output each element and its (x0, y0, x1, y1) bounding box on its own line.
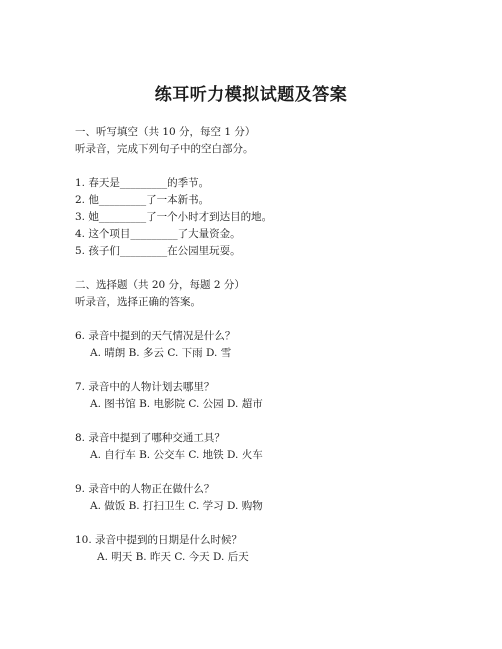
question-text: 10. 录音中提到的日期是什么时候？ (75, 534, 243, 546)
fill-blank-item: 5. 孩子们_________在公园里玩耍。 (75, 245, 241, 257)
section1-instruction: 听录音，完成下列句子中的空白部分。 (75, 143, 254, 155)
question-text: 6. 录音中提到的天气情况是什么？ (75, 330, 236, 342)
question-options: A. 明天 B. 昨天 C. 今天 D. 后天 (97, 551, 249, 563)
question-options: A. 晴朗 B. 多云 C. 下雨 D. 雪 (90, 347, 232, 359)
question-options: A. 自行车 B. 公交车 C. 地铁 D. 火车 (90, 449, 263, 461)
question-text: 9. 录音中的人物正在做什么？ (75, 483, 215, 495)
fill-blank-item: 4. 这个项目_________了大量资金。 (75, 228, 241, 240)
question-text: 7. 录音中的人物计划去哪里？ (75, 381, 215, 393)
question-options: A. 图书馆 B. 电影院 C. 公园 D. 超市 (90, 398, 263, 410)
fill-blank-item: 2. 他_________了一本新书。 (75, 194, 210, 206)
question-text: 8. 录音中提到了哪种交通工具？ (75, 432, 225, 444)
section2-heading: 二、选择题（共 20 分，每题 2 分） (75, 279, 245, 291)
section2-instruction: 听录音，选择正确的答案。 (75, 296, 201, 308)
page-title: 练耳听力模拟试题及答案 (154, 85, 348, 105)
question-options: A. 做饭 B. 打扫卫生 C. 学习 D. 购物 (90, 500, 263, 512)
section1-heading: 一、听写填空（共 10 分，每空 1 分） (75, 126, 256, 138)
fill-blank-item: 3. 她_________了一个小时才到达目的地。 (75, 211, 273, 223)
fill-blank-item: 1. 春天是_________的季节。 (75, 177, 210, 189)
